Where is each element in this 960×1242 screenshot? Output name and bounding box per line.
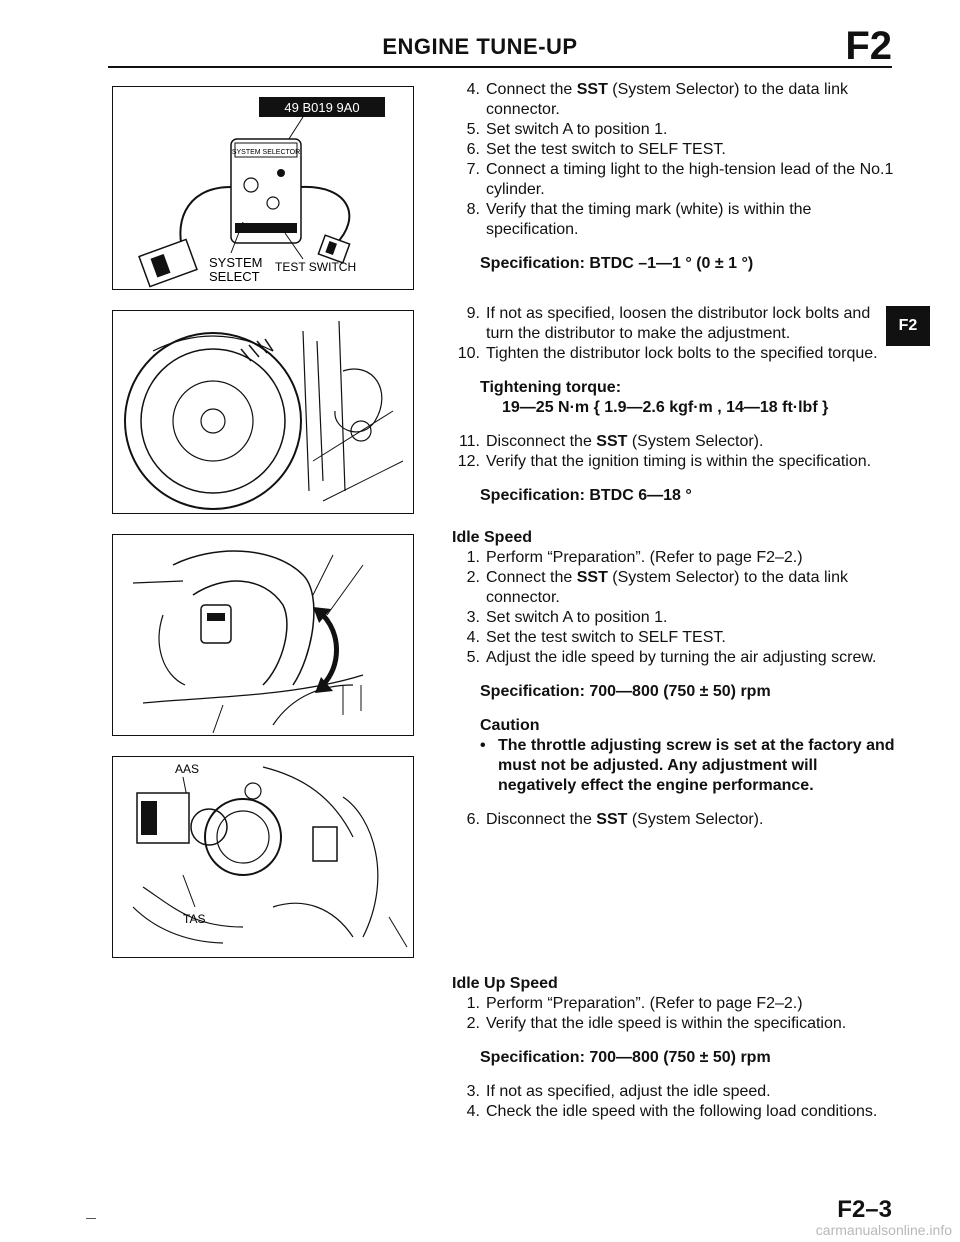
step-text: Set switch A to position 1. [486,121,668,138]
procedure-step [452,1102,898,1122]
watermark[interactable]: carmanualsonline.info [815,1222,952,1238]
caution-text: The throttle adjusting screw is set at the factory and must not be adjusted. Any adjustment will negatively effect the engine performance. [498,737,895,794]
step-number: 10. [457,345,480,362]
step-text: Set the test switch to SELF TEST. [486,629,726,646]
connector-left [139,239,197,286]
crank-pulley [125,333,301,509]
spec-ignition: Specification: BTDC 6—18 ° [480,487,692,504]
connector-right [318,235,349,263]
procedure-step [452,160,898,200]
torque-label: Tightening torque: [480,379,622,396]
procedure-step [452,548,898,568]
step-text: Connect the SST (System Selector) to the data link connector. [486,569,848,606]
header-divider [108,66,892,68]
caution-item [480,736,898,796]
step-number: 8. [466,201,480,218]
throttle-assembly-illustration [113,757,413,957]
procedure-step [452,810,898,830]
label-tas: TAS [183,912,206,926]
system-selector-illustration [113,87,413,289]
step-text: Tighten the distributor lock bolts to the specified torque. [486,345,878,362]
step-number: 9. [466,305,480,322]
step-number: 7. [466,161,480,178]
step-number: 3. [466,609,480,626]
spec-idle-speed: Specification: 700—800 (750 ± 50) rpm [480,683,771,700]
procedure-step [452,80,898,120]
procedure-step [452,994,898,1014]
label-test-switch: TEST SWITCH [275,260,357,274]
throttle-body-illustration [113,535,413,735]
step-number: 12. [457,453,480,470]
label-system: SYSTEM [209,255,263,270]
step-text: Verify that the timing mark (white) is within the specification. [486,201,812,238]
procedure-step [452,648,898,668]
step-text: Disconnect the SST (System Selector). [486,433,764,450]
procedure-text [452,80,898,1122]
figure-aas-tas [112,756,414,958]
step-number: 6. [466,141,480,158]
connector-block [201,605,231,643]
procedure-step [452,344,898,364]
procedure-step [452,200,898,240]
step-number: 5. [466,649,480,666]
step-number: 11. [458,433,480,450]
figure-timing-pulley [112,310,414,514]
bullet: • [480,737,486,754]
step-text: Perform “Preparation”. (Refer to page F2–2.) [486,995,803,1012]
figure-system-selector [112,86,414,290]
step-text: If not as specified, adjust the idle speed. [486,1083,771,1100]
step-text: Connect the SST (System Selector) to the data link connector. [486,81,848,118]
steps-group-e [452,810,898,830]
steps-group-f [452,994,898,1034]
procedure-step [452,1082,898,1102]
step-text: Set switch A to position 1. [486,609,668,626]
page-title: ENGINE TUNE-UP [382,34,578,59]
label-aas: AAS [175,762,200,776]
section-tab-label: F2 [898,317,918,334]
torque-value: 19—25 N·m { 1.9—2.6 kgf·m , 14—18 ft·lbf } [502,399,829,416]
procedure-step [452,304,898,344]
part-number-text: 49 B019 9A0 [284,100,360,115]
steps-group-c [452,432,898,472]
selector-panel-title: SYSTEM SELECTOR [231,149,301,156]
procedure-step [452,568,898,608]
footer-mark [86,1218,96,1219]
step-text: Check the idle speed with the following load conditions. [486,1103,878,1120]
step-text: Connect a timing light to the high-tension lead of the No.1 cylinder. [486,161,894,198]
step-number: 2. [466,1015,480,1032]
step-text: Perform “Preparation”. (Refer to page F2–2.) [486,549,803,566]
step-text: If not as specified, loosen the distributor lock bolts and turn the distributor to make the adjustment. [486,305,871,342]
step-number: 4. [466,81,480,98]
steps-group-b [452,304,898,364]
step-number: 5. [466,121,480,138]
procedure-step [452,1014,898,1034]
steps-group-a [452,80,898,240]
rotation-arrow [313,607,337,693]
step-number: 3. [466,1083,480,1100]
spec-timing: Specification: BTDC –1—1 ° (0 ± 1 °) [480,255,754,272]
step-number: 2. [466,569,480,586]
steps-group-g [452,1082,898,1122]
steps-group-d [452,548,898,668]
test-toggle [277,169,285,177]
section-code: F2 [845,24,892,68]
step-text: Adjust the idle speed by turning the air adjusting screw. [486,649,877,666]
spec-idle-up-speed: Specification: 700—800 (750 ± 50) rpm [480,1049,771,1066]
procedure-step [452,120,898,140]
page-number: F2–3 [837,1196,892,1223]
figure-air-adjust-screw [112,534,414,736]
caution-heading: Caution [480,717,540,734]
step-text: Set the test switch to SELF TEST. [486,141,726,158]
procedure-step [452,140,898,160]
procedure-step [452,432,898,452]
label-select: SELECT [209,269,260,284]
heading-idle-up-speed: Idle Up Speed [452,975,558,992]
step-number: 6. [466,811,480,828]
step-text: Verify that the idle speed is within the specification. [486,1015,847,1032]
heading-idle-speed: Idle Speed [452,529,533,546]
procedure-step [452,608,898,628]
procedure-step [452,452,898,472]
step-number: 1. [466,549,480,566]
step-text: Verify that the ignition timing is within the specification. [486,453,872,470]
step-number: 1. [466,995,480,1012]
step-number: 4. [466,1103,480,1120]
step-text: Disconnect the SST (System Selector). [486,811,764,828]
step-number: 4. [466,629,480,646]
pulley-illustration [113,311,413,513]
procedure-step [452,628,898,648]
